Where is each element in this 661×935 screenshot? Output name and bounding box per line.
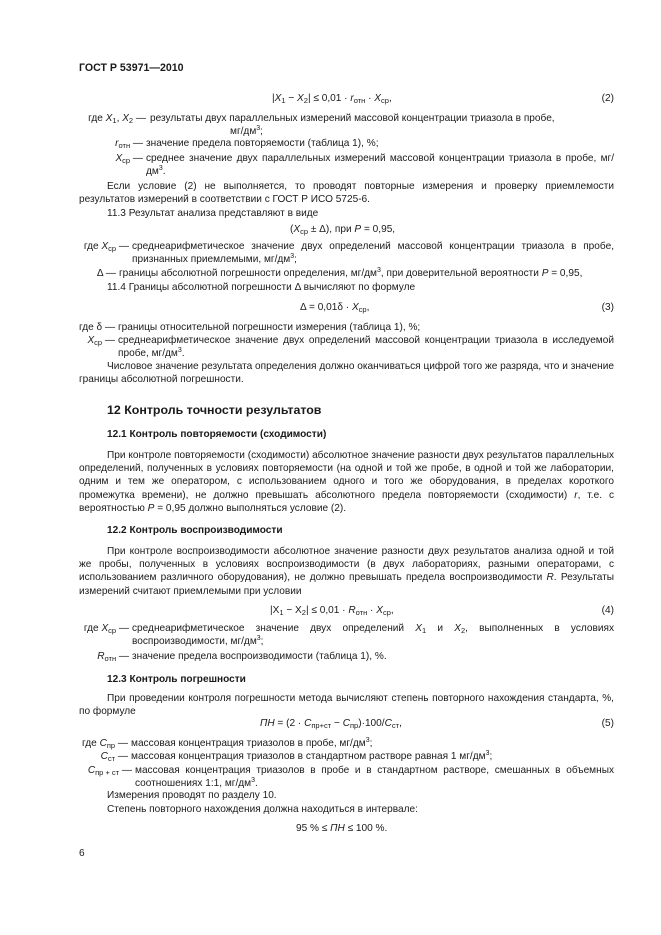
- paragraph-12-3: При проведении контроля погрешности метода вычисляют степень повторного нахождения стандарта, %, по формуле: [79, 693, 614, 718]
- definition-term: $C_{пр + ст}$ —: [87, 765, 132, 777]
- formula-4-number: (4): [601, 605, 614, 616]
- paragraph-condition-2: Если условие (2) не выполняется, то проводят повторные измерения и проверку приемлемости результатов измерений в соответствии с ГОСТ Р ИСО 5725-6.: [79, 181, 614, 206]
- definition-desc: массовая концентрация триазолов в стандартном растворе равная 1 $мг/дм^3$;: [131, 750, 493, 762]
- section-12-title: 12 Контроль точности результатов: [107, 403, 322, 417]
- formula-5: [79, 717, 614, 731]
- formula-4-text: $|X_1 - X_2| \le 0,01 \cdot R_{отн} \cdot X_{ср}$,: [270, 605, 394, 617]
- definition-term: $C_{ст}$ —: [100, 751, 128, 763]
- formula-3: [79, 301, 614, 315]
- paragraph-12-1: При контроле повторяемости (сходимости) абсолютное значение разности двух результатов параллельных определений, полученных в условиях повторяемости (на одной и той же пробе, в одной и той же лаборатории, одним и тем же оператором, с использованием одного и того же оборудования, в пределах короткого промежутка времени), не должно превышать абсолютного предела повторяемости (сходимости) r, т.е. с вероятностью P = 0,95 должно выполняться условие (2).: [79, 450, 615, 514]
- paragraph-12-2: При контроле воспроизводимости абсолютное значение разности двух результатов анализа одной и той же пробы, полученных в условиях воспроизводимости (в двух лабораториях, разными операторами, с использованием различного оборудования), не должно превышать предела воспроизводимости R. Результаты измерений считают приемлемыми при условии: [79, 546, 614, 597]
- formula-2-number: (2): [601, 93, 614, 104]
- formula-3-text: $\Delta = 0,01\delta \cdot X_{ср}$,: [300, 302, 370, 314]
- formula-2-text: $|X_1 - X_2| \le 0,01 \cdot r_{отн} \cdot X_{ср}$,: [272, 93, 392, 105]
- definition-desc: границы абсолютной погрешности определения, $мг/дм^3$, при доверительной вероятности P = 0,95,: [119, 267, 583, 279]
- document-header: ГОСТ Р 53971—2010: [79, 62, 184, 74]
- paragraph-11-4: 11.4 Границы абсолютной погрешности Δ вычисляют по формуле: [107, 282, 416, 293]
- definition-desc: значение предела воспроизводимости (таблица 1), %.: [132, 651, 387, 662]
- definition-desc: среднее значение двух параллельных измерений массовой концентрации триазола в пробе, $мг/дм^3$.: [146, 153, 614, 178]
- subsection-12-1-title: 12.1 Контроль повторяемости (сходимости): [107, 429, 327, 440]
- formula-5-text: ПН = $(2 \cdot C_{пр+ст} - C_{пр})\cdot 100/C_{ст}$,: [260, 718, 402, 730]
- definition-term: где $X_{ср}$ —: [83, 241, 129, 253]
- formula-interval-text: 95 % ≤ ПН ≤ 100 %.: [296, 823, 388, 834]
- definition-desc: результаты двух параллельных измерений массовой концентрации триазола в пробе, $мг/дм^3$;: [150, 113, 555, 138]
- definition-term: $X_{ср}$ —: [87, 335, 115, 347]
- formula-5-number: (5): [601, 718, 614, 729]
- paragraph-numeric-value: Числовое значение результата определения должно оканчиваться цифрой того же разряда, что и значение границы абсолютной погрешности.: [79, 361, 614, 386]
- definition-term: где δ —: [79, 322, 116, 333]
- page-number: 6: [79, 848, 85, 859]
- formula-result-text: $(X_{ср} \pm \Delta)$, при P = 0,95,: [290, 224, 396, 236]
- definition-term: $r_{отн}$ —: [115, 138, 143, 150]
- definition-desc: значение предела повторяемости (таблица 1), %;: [146, 138, 379, 149]
- definition-term: $X_{ср}$ —: [115, 153, 143, 165]
- formula-interval: [79, 822, 614, 836]
- subsection-12-3-title: 12.3 Контроль погрешности: [107, 674, 246, 685]
- paragraph-measure: Измерения проводят по разделу 10.: [107, 790, 277, 801]
- definition-desc: массовая концентрация триазолов в пробе и в стандартном растворе, смешанных в объемных соотношениях 1:1, $мг/дм^3$.: [135, 765, 614, 790]
- paragraph-11-3: 11.3 Результат анализа представляют в виде: [107, 208, 319, 219]
- definition-desc: среднеарифметическое значение двух определений массовой концентрации триазола в исследуемой пробе, $мг/дм^3$.: [118, 335, 614, 360]
- formula-3-number: (3): [601, 302, 614, 313]
- definition-term: где $C_{пр}$ —: [82, 738, 128, 750]
- formula-result: [79, 223, 614, 237]
- definition-term: $R_{отн}$ —: [97, 651, 129, 663]
- definition-desc: границы относительной погрешности измерения (таблица 1), %;: [118, 322, 421, 333]
- formula-2: [79, 92, 614, 106]
- definition-term: где $X_{ср}$ —: [83, 623, 129, 635]
- definition-term: Δ —: [96, 268, 116, 279]
- definition-desc: среднеарифметическое значение двух определений массовой концентрации триазола в пробе, признанных приемлемыми, $мг/дм^3$;: [132, 241, 614, 266]
- formula-4: [79, 604, 614, 618]
- subsection-12-2-title: 12.2 Контроль воспроизводимости: [107, 525, 283, 536]
- definition-desc: среднеарифметическое значение двух определений $X_1$ и $X_2$, выполненных в условиях воспроизводимости, $мг/дм^3$;: [132, 623, 614, 648]
- definition-desc: массовая концентрация триазолов в пробе, $мг/дм^3$;: [131, 737, 373, 749]
- paragraph-interval: Степень повторного нахождения должна находиться в интервале:: [107, 804, 418, 815]
- definition-term: где $X_1$, $X_2$ —: [88, 113, 146, 125]
